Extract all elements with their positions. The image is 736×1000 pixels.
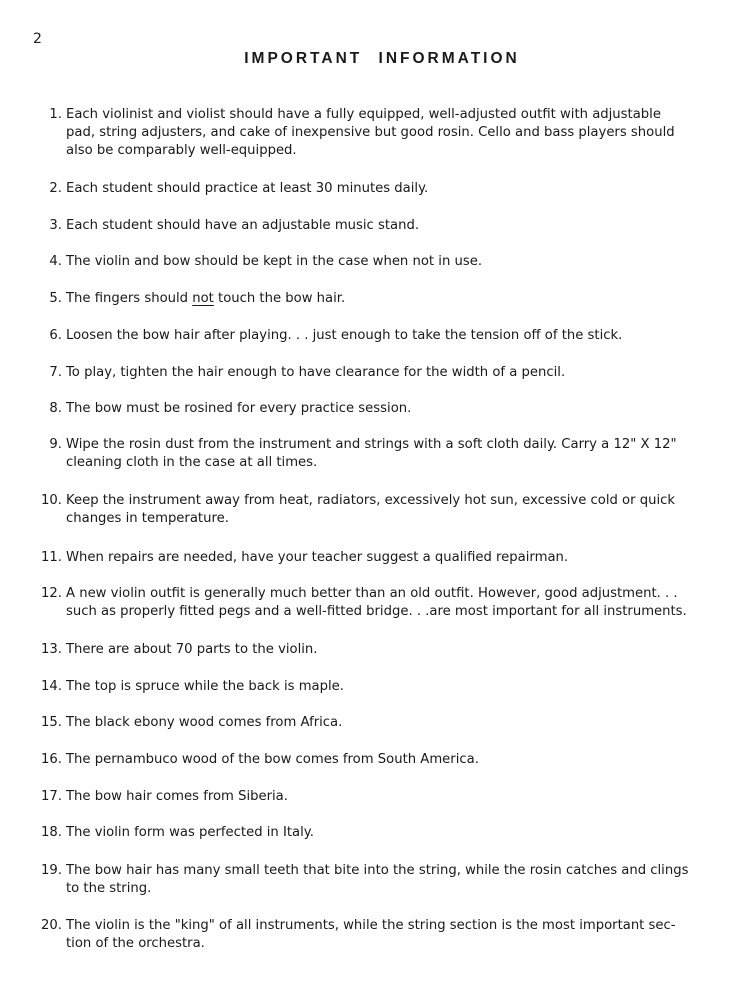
list-item-line: Each violinist and violist should have a fully equipped, well-adjusted outfit with adjustable bbox=[66, 107, 661, 122]
list-item-text bbox=[66, 678, 726, 696]
list-item-line: The violin is the "king" of all instruments, while the string section is the most important sec- bbox=[66, 918, 676, 933]
list-item-number: 15. bbox=[41, 715, 62, 730]
list-item-number: 20. bbox=[41, 918, 62, 933]
list-item-line: The bow must be rosined for every practice session. bbox=[66, 401, 412, 416]
list-item-text bbox=[66, 824, 726, 842]
page-number: 2 bbox=[33, 31, 42, 47]
list-item-line: The bow hair comes from Siberia. bbox=[66, 789, 288, 804]
list-item-line: The pernambuco wood of the bow comes from South America. bbox=[66, 752, 479, 767]
list-item-line: cleaning cloth in the case at all times. bbox=[66, 455, 318, 470]
list-item-text bbox=[66, 549, 726, 567]
list-item-number: 7. bbox=[49, 365, 62, 380]
list-item-text bbox=[66, 788, 726, 806]
list-item-number: 14. bbox=[41, 679, 62, 694]
list-item-text bbox=[66, 400, 726, 418]
list-item-line: The black ebony wood comes from Africa. bbox=[66, 715, 343, 730]
page-title: IMPORTANT INFORMATION bbox=[244, 50, 520, 67]
list-item-text bbox=[66, 290, 726, 308]
list-item-text bbox=[66, 641, 726, 659]
list-item-line: There are about 70 parts to the violin. bbox=[66, 642, 318, 657]
list-item-line: Wipe the rosin dust from the instrument and strings with a soft cloth daily. Carry a 12" X 12" bbox=[66, 437, 677, 452]
list-item-line: changes in temperature. bbox=[66, 511, 229, 526]
list-item-text bbox=[66, 714, 726, 732]
list-item-number: 17. bbox=[41, 789, 62, 804]
list-item-text bbox=[66, 327, 726, 345]
list-item-line: Loosen the bow hair after playing. . . just enough to take the tension off of the stick. bbox=[66, 328, 623, 343]
list-item-number: 19. bbox=[41, 863, 62, 878]
list-item-number: 10. bbox=[41, 493, 62, 508]
list-item-text bbox=[66, 862, 726, 898]
list-item-number: 12. bbox=[41, 586, 62, 601]
list-item-number: 18. bbox=[41, 825, 62, 840]
list-item-line: The violin and bow should be kept in the case when not in use. bbox=[66, 254, 483, 269]
list-item-text bbox=[66, 253, 726, 271]
list-item-line: A new violin outfit is generally much better than an old outfit. However, good adjustment. . . bbox=[66, 586, 678, 601]
list-item-text-after: touch the bow hair. bbox=[213, 291, 346, 306]
list-item-text bbox=[66, 364, 726, 382]
list-item-text bbox=[66, 436, 726, 472]
list-item-line: Each student should have an adjustable music stand. bbox=[66, 218, 420, 233]
list-item-line: also be comparably well-equipped. bbox=[66, 143, 297, 158]
list-item-number: 11. bbox=[41, 550, 62, 565]
list-item-number: 8. bbox=[49, 401, 62, 416]
list-item-text bbox=[66, 106, 726, 160]
list-item-number: 5. bbox=[49, 291, 62, 306]
list-item-text bbox=[66, 492, 726, 528]
list-item-text bbox=[66, 585, 726, 621]
list-item-line: The violin form was perfected in Italy. bbox=[66, 825, 314, 840]
list-item-number: 13. bbox=[41, 642, 62, 657]
underlined-emphasis: not bbox=[192, 291, 214, 306]
list-item-line: to the string. bbox=[66, 881, 152, 896]
list-item-number: 2. bbox=[49, 181, 62, 196]
list-item-line: such as properly fitted pegs and a well-fitted bridge. . .are most important for all instruments. bbox=[66, 604, 687, 619]
list-item-text bbox=[66, 917, 726, 953]
list-item-text bbox=[66, 217, 726, 235]
list-item-text-before: The fingers should bbox=[66, 291, 193, 306]
list-item-line: When repairs are needed, have your teacher suggest a qualified repairman. bbox=[66, 550, 569, 565]
list-item-line: Keep the instrument away from heat, radiators, excessively hot sun, excessive cold or quick bbox=[66, 493, 676, 508]
list-item-line: The bow hair has many small teeth that bite into the string, while the rosin catches and clings bbox=[66, 863, 689, 878]
list-item-number: 3. bbox=[49, 218, 62, 233]
list-item-line: pad, string adjusters, and cake of inexpensive but good rosin. Cello and bass players should bbox=[66, 125, 675, 140]
list-item-line: Each student should practice at least 30 minutes daily. bbox=[66, 181, 429, 196]
list-item-line bbox=[66, 290, 726, 308]
list-item-number: 16. bbox=[41, 752, 62, 767]
list-item-number: 6. bbox=[49, 328, 62, 343]
list-item-number: 9. bbox=[49, 437, 62, 452]
list-item-line: The top is spruce while the back is maple. bbox=[66, 679, 344, 694]
list-item-text bbox=[66, 180, 726, 198]
list-item-number: 1. bbox=[49, 107, 62, 122]
list-item-text bbox=[66, 751, 726, 769]
list-item-number: 4. bbox=[49, 254, 62, 269]
list-item-line: tion of the orchestra. bbox=[66, 936, 205, 951]
list-item-line: To play, tighten the hair enough to have clearance for the width of a pencil. bbox=[66, 365, 566, 380]
